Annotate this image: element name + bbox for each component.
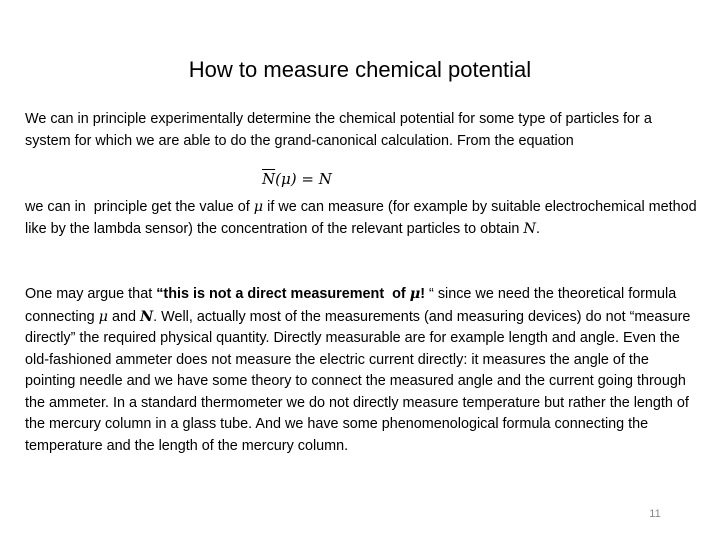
equation-equals: = [296, 170, 319, 188]
equation-lhs-symbol: $\overline{N}$ [262, 170, 276, 188]
bold-statement: “this is not a direct measurement of [156, 286, 410, 302]
bold-statement-end: ! [420, 286, 430, 302]
paragraph-argument-and: and [107, 308, 140, 325]
paragraph-intro: We can in principle experimentally determine the chemical potential for some type of particles for a system for which we are able to do the grand-canonical calculation. From the equation [25, 111, 652, 149]
paragraph-argument-intro: One may argue that [25, 286, 157, 302]
n-symbol-2: N [139, 307, 154, 325]
equation [262, 168, 332, 190]
slide-number: 11 [649, 508, 661, 520]
paragraph-measurement-part3: . [535, 220, 540, 237]
slide-title: How to measure chemical potential [188, 57, 532, 82]
paragraph-measurement-part2: if we can measure (for example by suitable electrochemical method like by the lambda sensor) the concentration of the relevant particles to obtain [25, 199, 697, 237]
paragraph-argument-part1: “ since we need the theoretical formula connecting [25, 286, 677, 325]
bold-mu-symbol: μ [409, 285, 421, 302]
paragraph-argument-part2: . Well, actually most of the measurements (and measuring devices) do not “measure directly” the required physical quantity. Directly measurable are for example length and angle. Even the old-fashioned ammeter does not measure the electric current directly: it measures the angle of the pointing needle and we have some theory to connect the measured angle and the current going through the ammeter. In a standard thermometer we do not directly measure temperature but rather the length of the mercury column in a glass tube. And we have some phenomenological formula connecting the temperature and the length of the mercury column. [25, 308, 691, 454]
mu-symbol: μ [253, 199, 264, 215]
equation-rhs: N [318, 170, 332, 188]
mu-symbol-2: μ [98, 308, 108, 325]
paragraph-measurement [25, 197, 697, 240]
paragraph-argument [25, 283, 697, 457]
paragraph-measurement-part1: we can in principle get the value of [25, 199, 254, 215]
equation-argument: (μ) [275, 170, 297, 188]
n-symbol: N [523, 220, 536, 237]
